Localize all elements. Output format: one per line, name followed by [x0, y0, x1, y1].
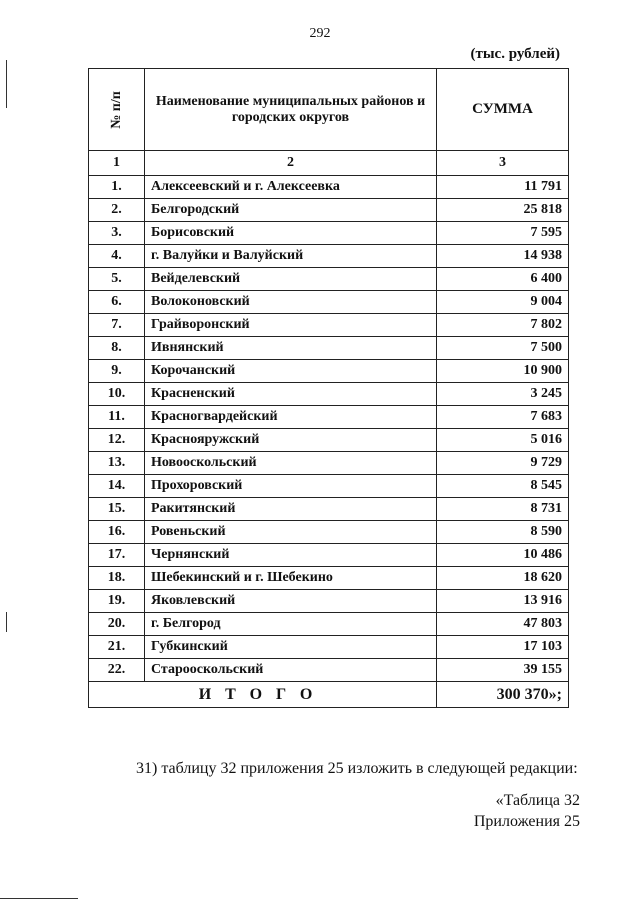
row-value: 7 500: [437, 337, 569, 360]
row-name: Ракитянский: [145, 498, 437, 521]
column-index-cell: 1: [89, 151, 145, 176]
row-number: 15.: [89, 498, 145, 521]
row-number: 5.: [89, 268, 145, 291]
row-number: 14.: [89, 475, 145, 498]
row-name: Губкинский: [145, 636, 437, 659]
row-number: 18.: [89, 567, 145, 590]
page-number: 292: [309, 26, 331, 41]
row-value: 7 802: [437, 314, 569, 337]
distribution-table: [88, 68, 569, 708]
scan-edge-mark: [6, 60, 7, 108]
row-name: Краснояружский: [145, 429, 437, 452]
row-name: г. Белгород: [145, 613, 437, 636]
table-row: [89, 475, 569, 498]
row-number: 9.: [89, 360, 145, 383]
table-row: [89, 567, 569, 590]
row-name: Корочанский: [145, 360, 437, 383]
row-value: 11 791: [437, 176, 569, 199]
row-number: 20.: [89, 613, 145, 636]
table-row: [89, 222, 569, 245]
row-value: 3 245: [437, 383, 569, 406]
row-name: Ровеньский: [145, 521, 437, 544]
table-row: [89, 383, 569, 406]
row-name: Прохоровский: [145, 475, 437, 498]
table-row: [89, 590, 569, 613]
table-row: [89, 360, 569, 383]
row-name: Борисовский: [145, 222, 437, 245]
row-name: Новооскольский: [145, 452, 437, 475]
table-row: [89, 429, 569, 452]
table-row: [89, 613, 569, 636]
row-value: 17 103: [437, 636, 569, 659]
column-index-cell: 3: [437, 151, 569, 176]
units-label: (тыс. рублей): [470, 46, 560, 62]
row-value: 39 155: [437, 659, 569, 682]
row-number: 17.: [89, 544, 145, 567]
row-name: Чернянский: [145, 544, 437, 567]
row-name: Грайворонский: [145, 314, 437, 337]
row-name: Старооскольский: [145, 659, 437, 682]
column-index-row: [89, 151, 569, 176]
row-name: Белгородский: [145, 199, 437, 222]
row-name: Яковлевский: [145, 590, 437, 613]
table-row: [89, 659, 569, 682]
row-value: 7 595: [437, 222, 569, 245]
table-header-row: [89, 69, 569, 151]
header-number-label: № п/п: [108, 90, 124, 129]
row-number: 16.: [89, 521, 145, 544]
scan-edge-mark: [6, 612, 7, 632]
table-row: [89, 199, 569, 222]
row-name: Алексеевский и г. Алексеевка: [145, 176, 437, 199]
row-name: Красненский: [145, 383, 437, 406]
table-row: [89, 337, 569, 360]
table-row: [89, 521, 569, 544]
row-number: 2.: [89, 199, 145, 222]
row-number: 6.: [89, 291, 145, 314]
row-value: 6 400: [437, 268, 569, 291]
scan-edge-mark: [0, 898, 78, 899]
table-row: [89, 268, 569, 291]
row-number: 10.: [89, 383, 145, 406]
table-row: [89, 314, 569, 337]
table-row: [89, 406, 569, 429]
row-value: 18 620: [437, 567, 569, 590]
row-number: 12.: [89, 429, 145, 452]
row-value: 13 916: [437, 590, 569, 613]
row-value: 10 900: [437, 360, 569, 383]
row-value: 9 004: [437, 291, 569, 314]
row-name: Шебекинский и г. Шебекино: [145, 567, 437, 590]
total-value: 300 370»;: [437, 682, 569, 708]
total-row: [89, 682, 569, 708]
row-value: 8 731: [437, 498, 569, 521]
table-row: [89, 498, 569, 521]
row-value: 47 803: [437, 613, 569, 636]
table-body: [89, 176, 569, 682]
row-value: 8 545: [437, 475, 569, 498]
amendment-paragraph: 31) таблицу 32 приложения 25 изложить в следующей редакции:: [136, 760, 578, 777]
row-number: 7.: [89, 314, 145, 337]
row-value: 9 729: [437, 452, 569, 475]
row-name: Ивнянский: [145, 337, 437, 360]
table-row: [89, 176, 569, 199]
row-number: 8.: [89, 337, 145, 360]
table-row: [89, 636, 569, 659]
row-value: 5 016: [437, 429, 569, 452]
appendix-reference: Приложения 25: [473, 813, 580, 830]
row-value: 8 590: [437, 521, 569, 544]
row-number: 21.: [89, 636, 145, 659]
header-name: Наименование муниципальных районов и городских округов: [145, 69, 437, 151]
row-name: Красногвардейский: [145, 406, 437, 429]
table-row: [89, 452, 569, 475]
row-number: 4.: [89, 245, 145, 268]
table-row: [89, 291, 569, 314]
table-row: [89, 245, 569, 268]
table-reference: «Таблица 32: [495, 792, 580, 809]
column-index-cell: 2: [145, 151, 437, 176]
row-number: 22.: [89, 659, 145, 682]
table-row: [89, 544, 569, 567]
row-value: 25 818: [437, 199, 569, 222]
row-number: 1.: [89, 176, 145, 199]
total-label: ИТОГО: [89, 682, 437, 708]
row-name: Вейделевский: [145, 268, 437, 291]
row-number: 3.: [89, 222, 145, 245]
row-value: 10 486: [437, 544, 569, 567]
header-number: [89, 69, 145, 151]
row-number: 11.: [89, 406, 145, 429]
row-name: Волоконовский: [145, 291, 437, 314]
row-value: 14 938: [437, 245, 569, 268]
row-value: 7 683: [437, 406, 569, 429]
row-number: 19.: [89, 590, 145, 613]
row-number: 13.: [89, 452, 145, 475]
row-name: г. Валуйки и Валуйский: [145, 245, 437, 268]
header-sum: СУММА: [437, 69, 569, 151]
